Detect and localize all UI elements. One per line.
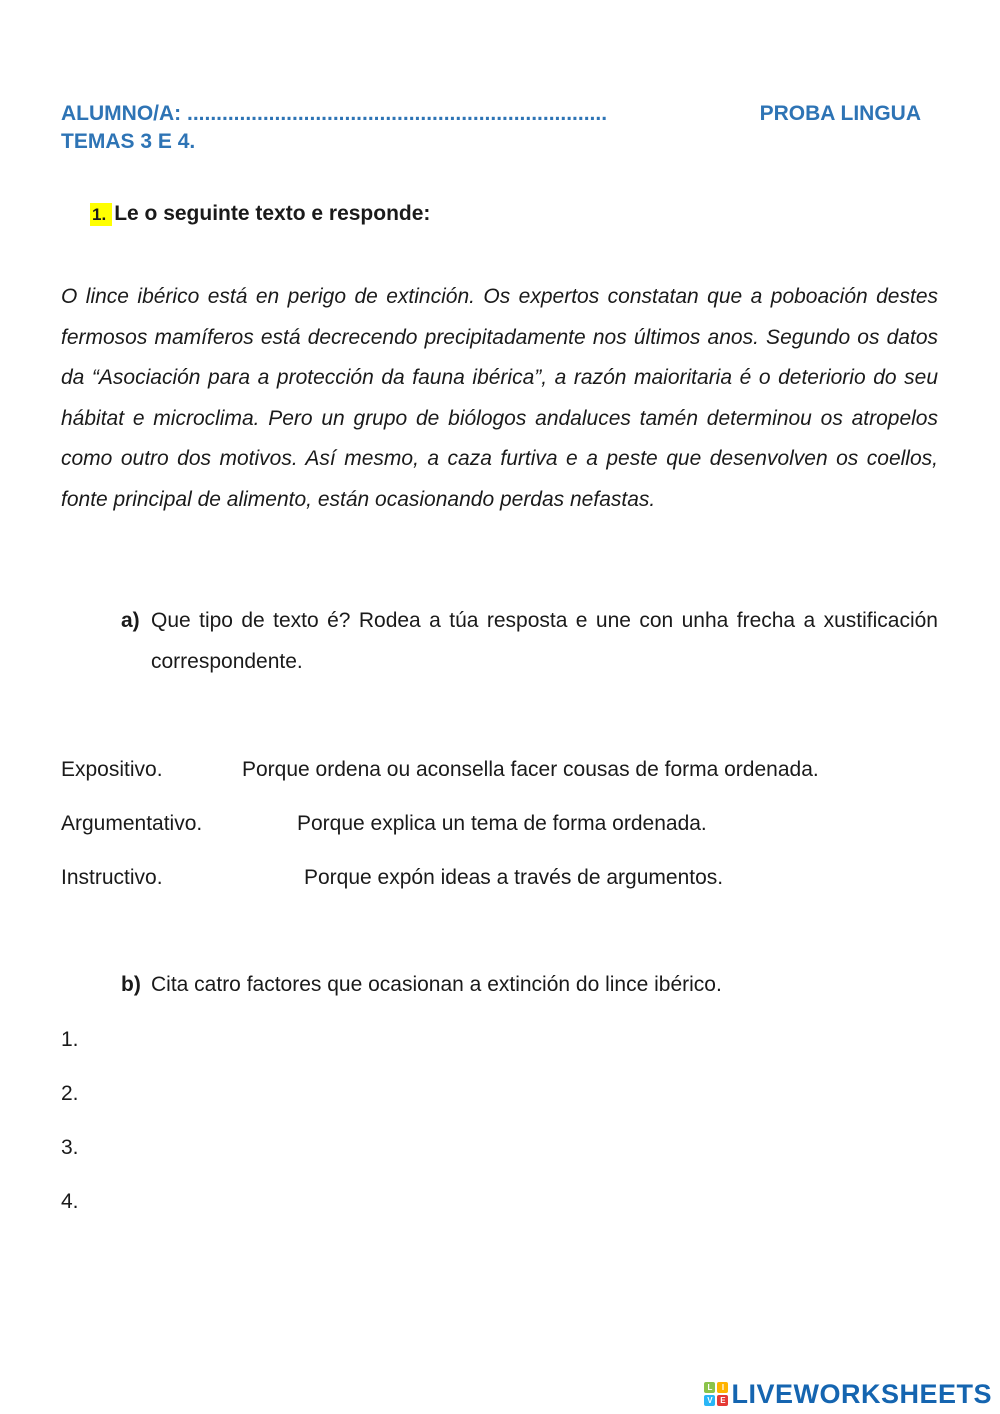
question-b-letter: b) <box>121 973 141 996</box>
answer-line-number: 4. <box>61 1190 79 1213</box>
question-a-text: Que tipo de texto é? Rodea a túa resposta e une con unha frecha a xustificación correspondente. <box>151 609 938 673</box>
question-b-text: Cita catro factores que ocasionan a extinción do lince ibérico. <box>151 973 722 996</box>
logo-text: LIVEWORKSHEETS <box>731 1378 992 1409</box>
answer-line-number: 3. <box>61 1136 79 1159</box>
exam-title: PROBA LINGUA <box>759 102 921 125</box>
liveworksheets-logo <box>704 1374 992 1414</box>
question-a <box>121 601 938 682</box>
answer-line-number: 1. <box>61 1028 79 1051</box>
text-type-option[interactable]: Expositivo. <box>61 758 163 781</box>
logo-letter-l: L <box>704 1382 715 1393</box>
question-1 <box>90 202 430 226</box>
logo-letter-i: I <box>717 1382 728 1393</box>
question-a-letter: a) <box>121 609 140 632</box>
student-name-label: ALUMNO/A: ........................................................................ <box>61 102 608 125</box>
question-b <box>121 971 722 999</box>
logo-squares-icon <box>704 1382 728 1406</box>
logo-letter-v: V <box>704 1395 715 1406</box>
logo-letter-e: E <box>717 1395 728 1406</box>
reading-passage: O lince ibérico está en perigo de extinción. Os expertos constatan que a poboación destes fermosos mamíferos está decrecendo precipitadamente nos últimos anos. Segundo os datos da “Asociación para a protección da fauna ibérica”, a razón maioritaria é o deteriorio do seu hábitat e microclima. Pero un grupo de biólogos andaluces tamén determinou os atropelos como outro dos motivos. Así mesmo, a caza furtiva e a peste que desenvolven os coellos, fonte principal de alimento, están ocasionando perdas nefastas. <box>61 285 938 511</box>
question-1-instruction: Le o seguinte texto e responde: <box>114 202 431 225</box>
justification-option[interactable]: Porque explica un tema de forma ordenada. <box>297 812 707 835</box>
text-type-option[interactable]: Instructivo. <box>61 866 163 889</box>
justification-option[interactable]: Porque ordena ou aconsella facer cousas de forma ordenada. <box>242 758 819 781</box>
header <box>61 100 921 156</box>
question-1-number: 1. <box>90 203 112 226</box>
answer-line-number: 2. <box>61 1082 79 1105</box>
text-type-option[interactable]: Argumentativo. <box>61 812 203 835</box>
exam-topics: TEMAS 3 E 4. <box>61 130 196 153</box>
justification-option[interactable]: Porque expón ideas a través de argumentos. <box>304 866 724 889</box>
